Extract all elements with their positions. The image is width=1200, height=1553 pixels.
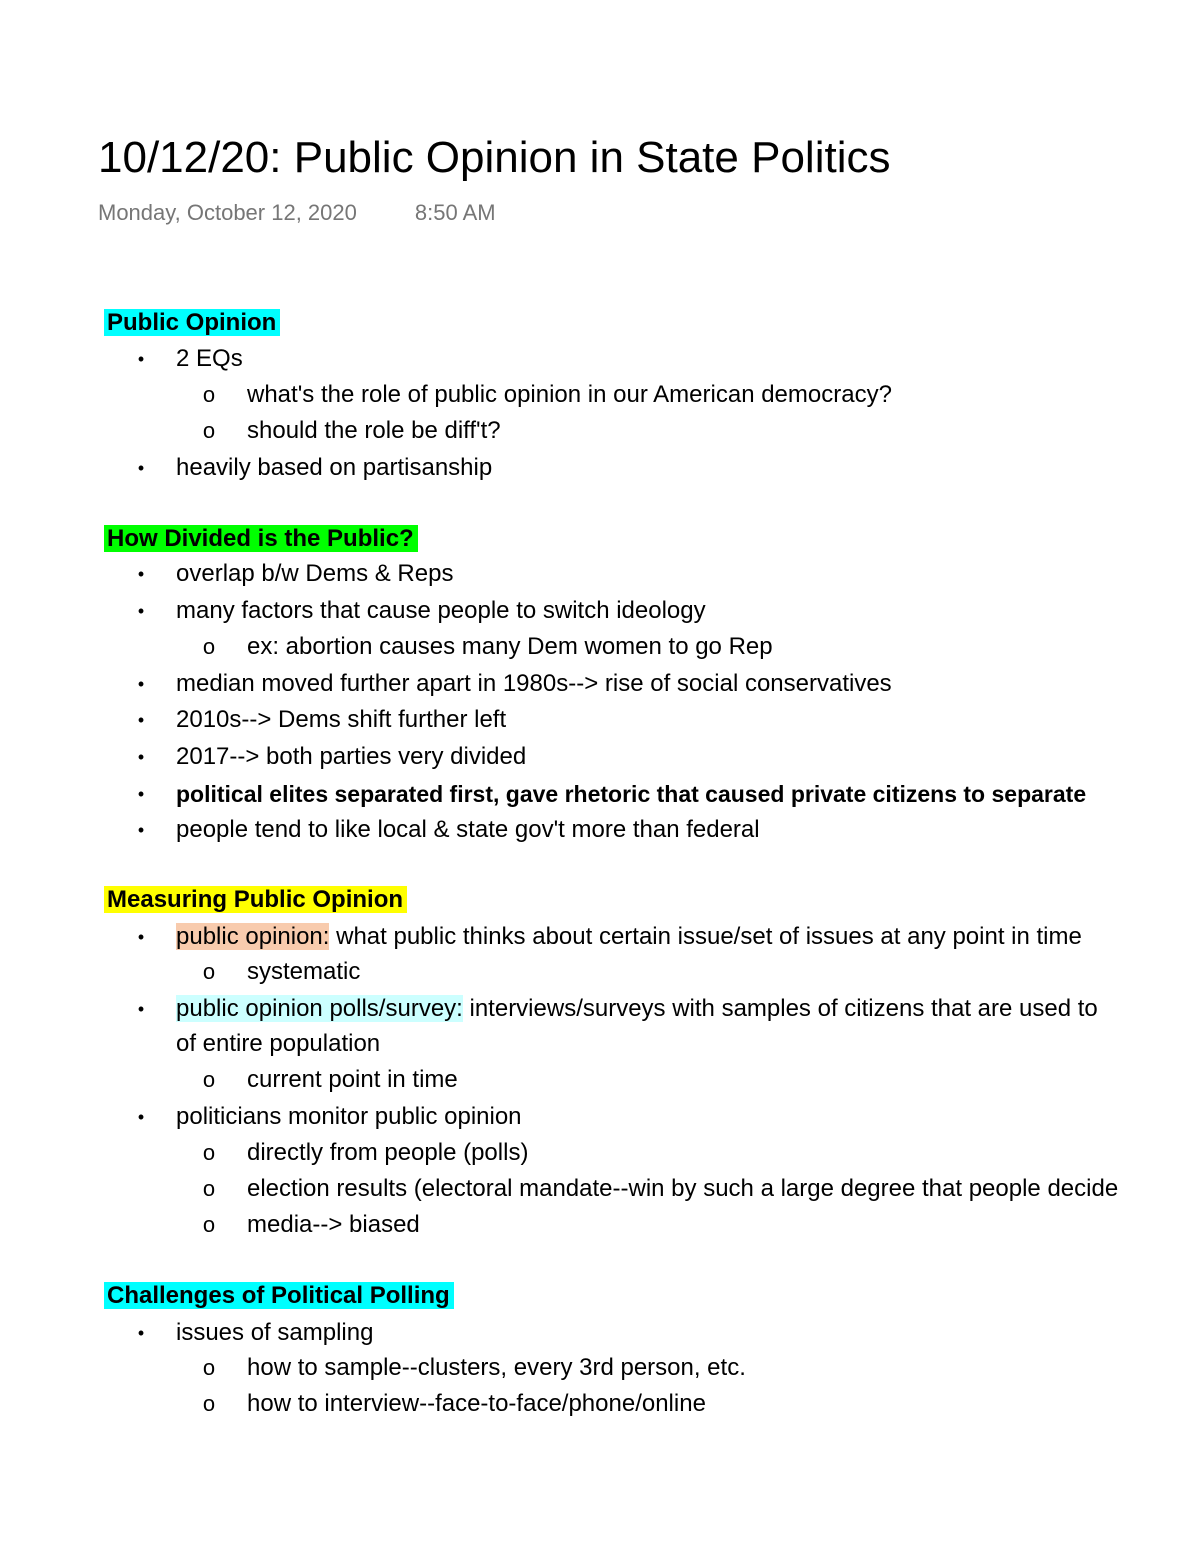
sub-bullet-glyph: o (202, 418, 216, 443)
section-heading-measuring: Measuring Public Opinion (104, 883, 407, 917)
bullet-glyph: • (137, 674, 145, 694)
page-date: Monday, October 12, 2020 (98, 200, 357, 225)
bullet-glyph: • (137, 1107, 145, 1127)
list-item: • median moved further apart in 1980s--> rise of social conservatives (0, 667, 1200, 701)
sub-bullet-glyph: o (202, 634, 216, 659)
list-item: • heavily based on partisanship (0, 451, 1200, 485)
sub-bullet-glyph: o (202, 382, 216, 407)
section-heading-challenges: Challenges of Political Polling (104, 1279, 454, 1313)
bullet-glyph: • (137, 999, 145, 1019)
list-item: • overlap b/w Dems & Reps (0, 557, 1200, 591)
sub-bullet-glyph: o (202, 1355, 216, 1380)
sub-bullet-glyph: o (202, 959, 216, 984)
page-title: 10/12/20: Public Opinion in State Politics (98, 133, 891, 182)
list-item: • 2010s--> Dems shift further left (0, 703, 1200, 737)
bullet-glyph: • (137, 784, 145, 804)
list-item-continuation: of entire population (176, 1030, 381, 1057)
sub-list-item: o should the role be diff't? (0, 414, 1200, 448)
list-item: • public opinion: what public thinks about certain issue/set of issues at any point in time (0, 920, 1200, 954)
bullet-glyph: • (137, 747, 145, 767)
sub-list-item: o ex: abortion causes many Dem women to go Rep (0, 630, 1200, 664)
bullet-glyph: • (137, 820, 145, 840)
sub-list-item: o systematic (0, 955, 1200, 989)
sub-bullet-glyph: o (202, 1391, 216, 1416)
term-highlight: public opinion: (176, 923, 330, 950)
bullet-glyph: • (137, 1323, 145, 1343)
section-heading-public-opinion: Public Opinion (104, 306, 280, 340)
page-timestamp (98, 198, 496, 228)
list-item: • 2 EQs (0, 342, 1200, 376)
list-item: • issues of sampling (0, 1316, 1200, 1350)
sub-list-item: o what's the role of public opinion in our American democracy? (0, 378, 1200, 412)
bullet-glyph: • (137, 601, 145, 621)
sub-bullet-glyph: o (202, 1212, 216, 1237)
bullet-glyph: • (137, 458, 145, 478)
page-time: 8:50 AM (414, 200, 496, 225)
bullet-glyph: • (137, 710, 145, 730)
bullet-glyph: • (137, 349, 145, 369)
list-item: • many factors that cause people to switch ideology (0, 594, 1200, 628)
sub-bullet-glyph: o (202, 1176, 216, 1201)
bullet-glyph: • (137, 564, 145, 584)
sub-list-item: o directly from people (polls) (0, 1136, 1200, 1170)
term-highlight: public opinion polls/survey: (176, 995, 463, 1022)
list-item: • public opinion polls/survey: interviews/surveys with samples of citizens that are used to (0, 992, 1200, 1026)
sub-list-item: o media--> biased (0, 1208, 1200, 1242)
sub-list-item: o how to interview--face-to-face/phone/online (0, 1387, 1200, 1421)
list-item: • political elites separated first, gave rhetoric that caused private citizens to separate (0, 777, 1200, 811)
sub-list-item: o how to sample--clusters, every 3rd person, etc. (0, 1351, 1200, 1385)
list-item: • politicians monitor public opinion (0, 1100, 1200, 1134)
sub-bullet-glyph: o (202, 1067, 216, 1092)
section-heading-divided: How Divided is the Public? (104, 522, 418, 556)
list-item: • 2017--> both parties very divided (0, 740, 1200, 774)
sub-list-item: o election results (electoral mandate--win by such a large degree that people decide (0, 1172, 1200, 1206)
sub-list-item: o current point in time (0, 1063, 1200, 1097)
list-item: • people tend to like local & state gov't more than federal (0, 813, 1200, 847)
bullet-glyph: • (137, 927, 145, 947)
sub-bullet-glyph: o (202, 1140, 216, 1165)
